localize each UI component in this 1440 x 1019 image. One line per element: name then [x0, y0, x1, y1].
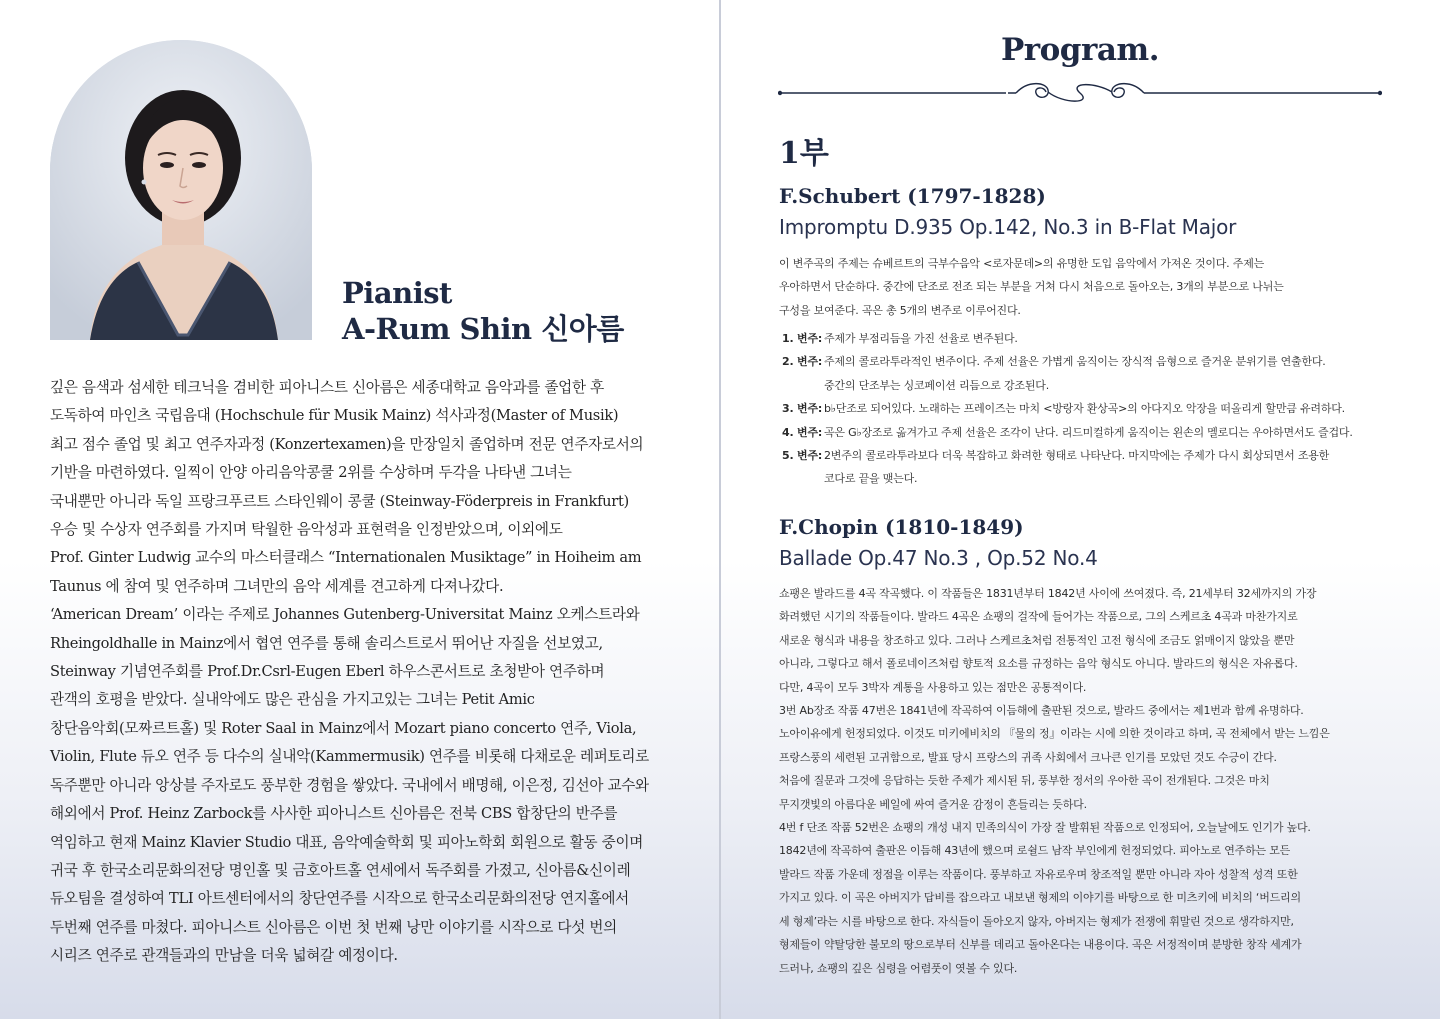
- variation-number: 2. 변주:: [782, 355, 823, 369]
- variation-number: 4. 변주:: [782, 425, 823, 439]
- variation-text: 주제가 부점리듬을 가진 선율로 변주된다.: [824, 332, 1018, 345]
- work-chopin: Ballade Op.47 No.3 , Op.52 No.4: [779, 546, 1098, 570]
- pianist-title-line1: Pianist: [342, 276, 452, 310]
- bio-line: Taunus 에 참여 및 연주하며 그녀만의 음악 세계를 견고하게 다져나갔다.: [50, 577, 504, 595]
- variation-text: b♭단조로 되어있다. 노래하는 프레이즈는 마치 <방랑자 환상곡>의 아다지오 악장을 떠올리게 할만큼 유려하다.: [824, 402, 1345, 416]
- bio-line: Rheingoldhalle in Mainz에서 협연 연주를 통해 솔리스트로서 뛰어난 자질을 선보였고,: [50, 634, 603, 652]
- bio-line: 두번째 연주를 마쳤다. 피아니스트 신아름은 이번 첫 번째 낭만 이야기를 시작으로 다섯 번의: [50, 918, 617, 936]
- part-heading: 1부: [779, 136, 829, 171]
- variation-number: 1. 변주:: [782, 332, 823, 345]
- bio-line: 독주뿐만 아니라 앙상블 주자로도 풍부한 경험을 쌓았다. 국내에서 배명해, 이은정, 김선아 교수와: [50, 776, 649, 794]
- bio-line: 시리즈 연주로 관객들과의 만남을 더욱 넓혀갈 예정이다.: [50, 947, 398, 965]
- description-line: 3번 Ab장조 작품 47번은 1841년에 작곡하여 이듬해에 출판된 것으로, 발라드 중에서는 제1번과 함께 유명하다.: [779, 704, 1304, 718]
- bio-line: ‘American Dream’ 이라는 주제로 Johannes Gutenberg-Universitat Mainz 오케스트라와: [50, 606, 640, 624]
- variation-list: [782, 327, 1422, 491]
- description-line: 프랑스풍의 세련된 고귀함으로, 발표 당시 프랑스의 귀족 사회에서 크나큰 인기를 모았던 것도 수긍이 간다.: [779, 750, 1277, 764]
- variation-continuation: 중간의 단조부는 싱코페이션 리듬으로 강조된다.: [824, 378, 1050, 392]
- bio-line: 깊은 음색과 섬세한 테크닉을 겸비한 피아니스트 신아름은 세종대학교 음악과를 졸업한 후: [50, 379, 604, 396]
- pianist-portrait: [50, 40, 312, 340]
- description-line: 무지갯빛의 아름다운 베일에 싸여 즐거운 감정이 흔들리는 듯하다.: [779, 797, 1087, 811]
- bio-line: 창단음악회(모짜르트홀) 및 Roter Saal in Mainz에서 Mozart piano concerto 연주, Viola,: [50, 719, 637, 737]
- variation-number: 5. 변주:: [782, 449, 823, 463]
- bio-line: 역임하고 현재 Mainz Klavier Studio 대표, 음악예술학회 및 피아노학회 회원으로 활동 중이며: [50, 833, 644, 851]
- variation-item: [782, 350, 1422, 373]
- bio-line: 관객의 호평을 받았다. 실내악에도 많은 관심을 가지고있는 그녀는 Petit Amic: [50, 691, 535, 709]
- description-line: 이 변주곡의 주제는 슈베르트의 극부수음악 <로자문데>의 유명한 도입 음악에서 가져온 것이다. 주제는: [779, 257, 1265, 270]
- divider-ornament: [778, 78, 1382, 108]
- bio-line: Violin, Flute 듀오 연주 등 다수의 실내악(Kammermusik) 연주를 비롯해 다채로운 레퍼토리로: [50, 748, 649, 766]
- work-schubert: Impromptu D.935 Op.142, No.3 in B-Flat Major: [779, 215, 1237, 239]
- description-line: 1842년에 작곡하여 출판은 이듬해 43년에 했으며 로쉴드 남작 부인에게 헌정되었다. 피아노로 연주하는 모든: [779, 844, 1291, 858]
- bio-line: 기반을 마련하였다. 일찍이 안양 아리음악콩쿨 2위를 수상하며 두각을 나타낸 그녀는: [50, 464, 572, 482]
- bio-line: 국내뿐만 아니라 독일 프랑크푸르트 스타인웨이 콩쿨 (Steinway-Föderpreis in Frankfurt): [50, 492, 629, 510]
- variation-item: [782, 397, 1422, 420]
- variation-number: 3. 변주:: [782, 402, 823, 416]
- composer-schubert: F.Schubert (1797-1828): [779, 184, 1046, 208]
- bio-line: Steinway 기념연주회를 Prof.Dr.Csrl-Eugen Eberl 하우스콘서트로 초청받아 연주하며: [50, 663, 605, 681]
- composer-chopin: F.Chopin (1810-1849): [779, 515, 1024, 539]
- program-title: Program.: [1000, 32, 1159, 68]
- description-line: 4번 f 단조 작품 52번은 쇼팽의 개성 내지 민족의식이 가장 잘 발휘된 작품으로 인정되어, 오늘날에도 인기가 높다.: [779, 821, 1311, 835]
- bio-line: Prof. Ginter Ludwig 교수의 마스터클래스 “Internationalen Musiktage” in Hoiheim am: [50, 549, 642, 567]
- description-line: 화려했던 시기의 작품들이다. 발라드 4곡은 쇼팽의 걸작에 들어가는 작품으로, 그의 스케르초 4곡과 마찬가지로: [779, 610, 1298, 624]
- description-line: 쇼팽은 발라드를 4곡 작곡했다. 이 작품들은 1831년부터 1842년 사이에 쓰여졌다. 즉, 21세부터 32세까지의 가장: [779, 587, 1317, 600]
- description-line: 처음에 질문과 그것에 응답하는 듯한 주제가 제시된 뒤, 풍부한 정서의 우아한 곡이 전개된다. 그것은 마치: [779, 774, 1270, 788]
- variation-item: [782, 444, 1422, 467]
- pianist-biography: [50, 374, 690, 971]
- bio-line: 우승 및 수상자 연주회를 가지며 탁월한 음악성과 표현력을 인정받았으며, 이외에도: [50, 521, 563, 539]
- description-line: 드러나, 쇼팽의 깊은 심령을 어렴풋이 엿볼 수 있다.: [779, 961, 1018, 975]
- description-line: 노아이유에게 헌정되었다. 이것도 미키에비치의 『물의 정』이라는 시에 의한 것이라고 하며, 곡 전체에서 받는 느낌은: [779, 727, 1330, 741]
- description-line: 구성을 보여준다. 곡은 총 5개의 변주로 이루어진다.: [779, 303, 1021, 317]
- bio-line: 귀국 후 한국소리문화의전당 명인홀 및 금호아트홀 연세에서 독주회를 가졌고, 신아름&신이레: [50, 861, 631, 879]
- description-line: 가지고 있다. 이 곡은 아버지가 답비를 잡으라고 내보낸 형제의 이야기를 바탕으로 한 미츠키에 비치의 ‘버드리의: [779, 891, 1301, 905]
- bio-line: 듀오팀을 결성하여 TLI 아트센터에서의 창단연주를 시작으로 한국소리문화의전당 연지홀에서: [50, 890, 629, 908]
- bio-line: 최고 점수 졸업 및 최고 연주자과정 (Konzertexamen)을 만장일치 졸업하며 전문 연주자로서의: [50, 435, 644, 453]
- description-line: 새로운 형식과 내용을 창조하고 있다. 그러나 스케르초처럼 전통적인 고전 형식에 조금도 얽매이지 않았을 뿐만: [779, 633, 1295, 647]
- variation-item: [782, 421, 1422, 444]
- pianist-title-line2: A-Rum Shin 신아름: [342, 312, 624, 346]
- description-chopin: [779, 582, 1419, 980]
- right-page: [720, 0, 1440, 1019]
- pianist-title: [342, 275, 624, 347]
- description-line: 다만, 4곡이 모두 3박자 계통을 사용하고 있는 점만은 공통적이다.: [779, 680, 1087, 694]
- variation-continuation: 코다로 끝을 맺는다.: [824, 472, 918, 486]
- portrait-illustration: [50, 40, 312, 340]
- description-schubert: [779, 252, 1419, 322]
- description-line: 우아하면서 단순하다. 중간에 단조로 전조 되는 부분을 거쳐 다시 처음으로 돌아오는, 3개의 부분으로 나뉘는: [779, 280, 1284, 294]
- description-line: 아니라, 그렇다고 해서 폴로네이즈처럼 향토적 요소를 규정하는 음악 형식도 아니다. 발라드의 형식은 자유롭다.: [779, 657, 1298, 671]
- bio-line: 해외에서 Prof. Heinz Zarbock를 사사한 피아니스트 신아름은 전북 CBS 합창단의 반주를: [50, 805, 618, 823]
- variation-text: 2변주의 콜로라투라보다 더욱 복잡하고 화려한 형태로 나타난다. 마지막에는 주제가 다시 회상되면서 조용한: [824, 449, 1330, 463]
- bio-line: 도독하여 마인츠 국립음대 (Hochschule für Musik Mainz) 석사과정(Master of Musik): [50, 407, 619, 425]
- description-line: 발라드 작품 가운데 정점을 이루는 작품이다. 풍부하고 자유로우며 창조적일 뿐만 아니라 자아 성찰적 성격 또한: [779, 867, 1298, 881]
- description-line: 형제들이 약탈당한 불모의 땅으로부터 신부를 데리고 돌아온다는 내용이다. 곡은 서정적이며 분방한 창작 세계가: [779, 938, 1302, 952]
- variation-text: 곡은 G♭장조로 옮겨가고 주제 선율은 조각이 난다. 리드미컬하게 움직이는 왼손의 멜로디는 우아하면서도 즐겁다.: [824, 425, 1353, 439]
- variation-text: 주제의 콜로라투라적인 변주이다. 주제 선율은 가볍게 움직이는 장식적 음형으로 즐거운 분위기를 연출한다.: [824, 355, 1326, 369]
- variation-item: [782, 327, 1422, 350]
- description-line: 세 형제’라는 시를 바탕으로 한다. 자식들이 돌아오지 않자, 아버지는 형제가 전쟁에 휘말린 것으로 생각하지만,: [779, 914, 1294, 928]
